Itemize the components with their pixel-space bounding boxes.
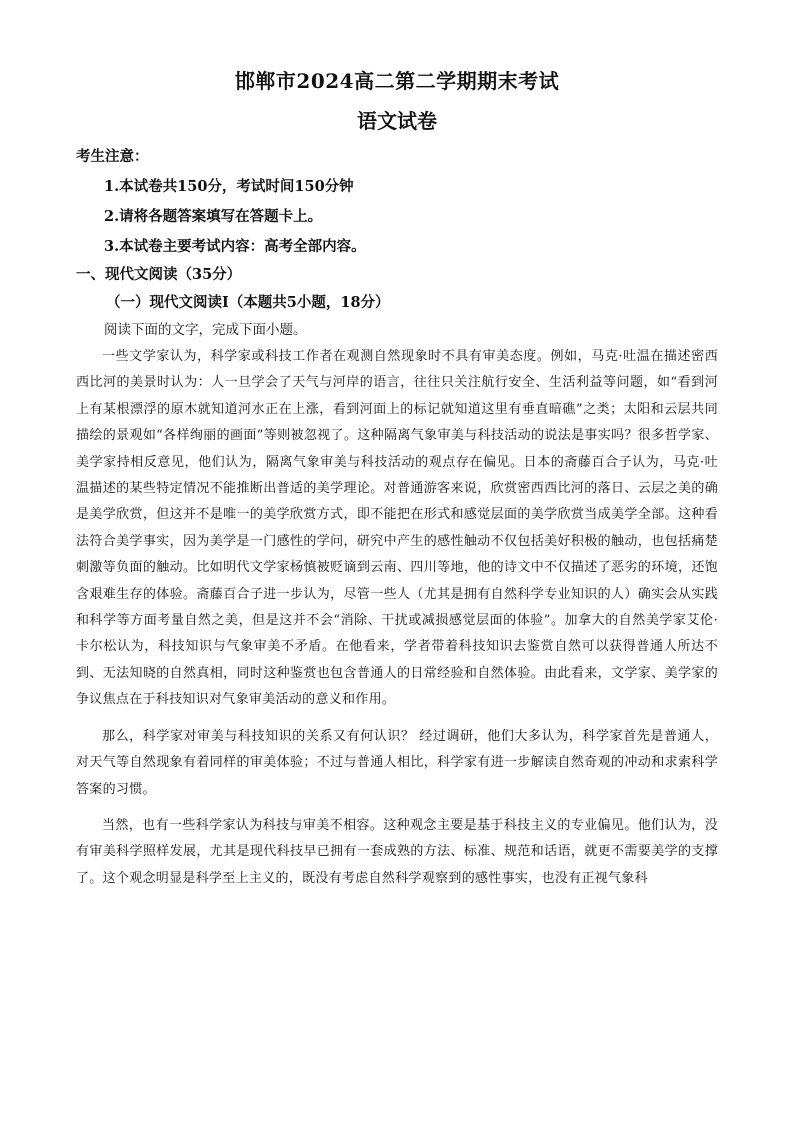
notice-heading: 考生注意： xyxy=(76,148,149,165)
notice-item-1: 1.本试卷共150分，考试时间150分钟 xyxy=(104,178,354,195)
passage-paragraph-3: 当然，也有一些科学家认为科技与审美不相容。这种观念主要是基于科技主义的专业偏见。他们认为，没有审美科学照样发展，尤其是现代科技早已拥有一套成熟的方法、标准、规范和话语，就更不需要美学的支撑了。这个观念明显是科学至上主义的，既没有考虑自然科学观察到的感性事实，也没有正视气象科 xyxy=(76,817,718,886)
notice-item-2: 2.请将各题答案填写在答题卡上。 xyxy=(104,208,323,225)
notice-block xyxy=(76,148,718,256)
part-one-heading: （一）现代文阅读Ⅰ（本题共5小题，18分） xyxy=(106,294,390,311)
exam-title: 邯郸市2024高二第二学期期末考试 xyxy=(234,69,560,93)
exam-subtitle: 语文试卷 xyxy=(357,109,437,133)
passage-paragraph-1: 一些文学家认为，科学家或科技工作者在观测自然现象时不具有审美态度。例如，马克·吐温在描述密西西比河的美景时认为：人一旦学会了天气与河岸的语言，往往只关注航行安全、生活利益等问题，如“看到河上有某根漂浮的原木就知道河水正在上涨，看到河面上的标记就知道这里有垂直暗礁”之类；太阳和云层共同描绘的景观如“各样绚丽的画面”等则被忽视了。这种隔离气象审美与科技活动的说法是事实吗？很多哲学家、美学家持相反意见，他们认为，隔离气象审美与科技活动的观点存在偏见。日本的斋藤百合子认为，马克·吐温描述的某些特定情况不能推断出普适的美学理论。对普通游客来说，欣赏密西西比河的落日、云层之美的确是美学欣赏，但这并不是唯一的美学欣赏方式，即不能把在形式和感觉层面的美学欣赏当成美学全部。这种看法符合美学事实，因为美学是一门感性的学问，研究中产生的感性触动不仅包括美好积极的触动，也包括痛楚刺激等负面的触动。比如明代文学家杨慎被贬谪到云南、四川等地，他的诗文中不仅描述了恶劣的环境，还饱含艰难生存的体验。斋藤百合子进一步认为，尽管一些人（尤其是拥有自然科学专业知识的人）确实会从实践和科学等方面考量自然之美，但是这并不会“消除、干扰或减损感觉层面的体验”。加拿大的自然美学家艾伦·卡尔松认为，科技知识与气象审美不矛盾。在他看来，学者带着科技知识去鉴赏自然可以获得普通人所达不到、无法知晓的自然真相，同时这种鉴赏也包含普通人的日常经验和自然体验。由此看来，文学家、美学家的争议焦点在于科技知识对气象审美活动的意义和作用。 xyxy=(76,349,718,708)
section-one-heading: 一、现代文阅读（35分） xyxy=(76,266,242,283)
notice-item-3: 3.本试卷主要考试内容：高考全部内容。 xyxy=(104,238,366,255)
reading-passage xyxy=(76,344,718,892)
passage-paragraph-2: 那么，科学家对审美与科技知识的关系又有何认识？ 经过调研，他们大多认为，科学家首先是普通人，对天气等自然现象有着同样的审美体验；不过与普通人相比，科学家有进一步解读自然奇观的冲动和求索科学答案的习惯。 xyxy=(76,728,718,797)
reading-instruction: 阅读下面的文字，完成下面小题。 xyxy=(104,322,307,338)
